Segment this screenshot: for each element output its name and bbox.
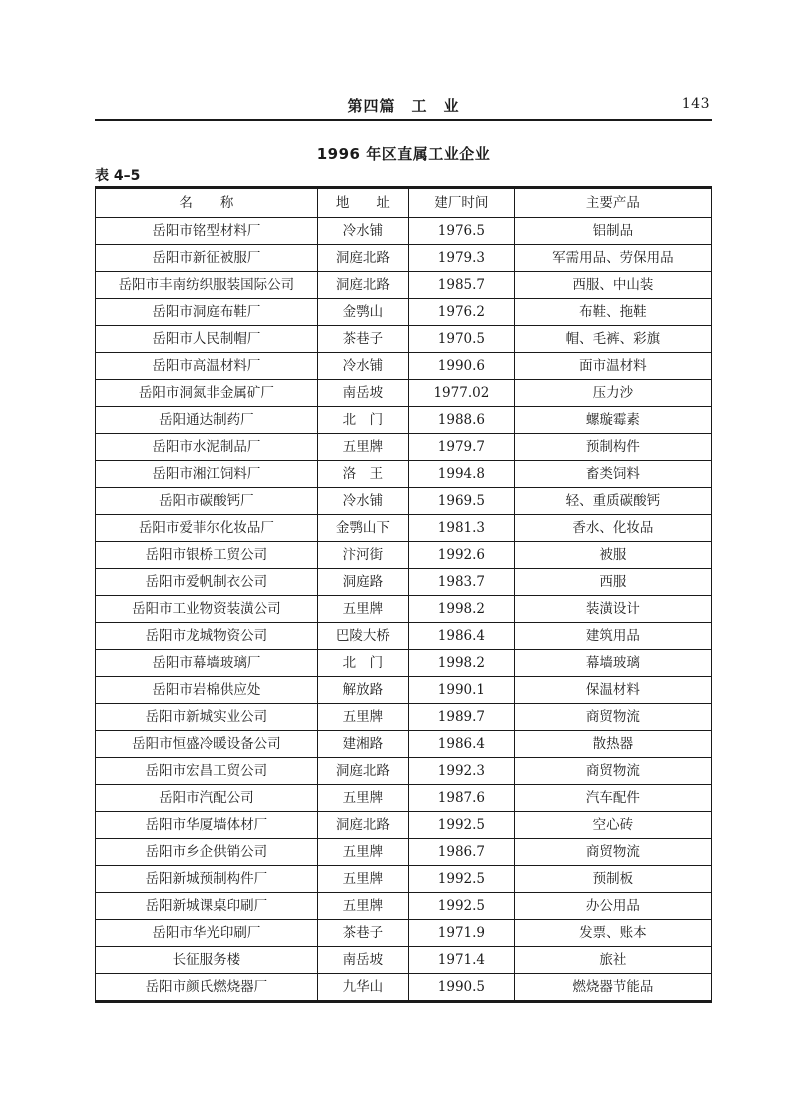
name-cell: 岳阳市人民制帽厂 [96,326,318,353]
table-row [96,812,712,839]
name-cell: 岳阳市颜氏燃烧器厂 [96,974,318,1002]
name-cell: 岳阳市龙城物资公司 [96,623,318,650]
table-row [96,623,712,650]
products-cell: 散热器 [514,731,711,758]
table-row [96,299,712,326]
name-cell: 岳阳市新征被服厂 [96,245,318,272]
table-row [96,461,712,488]
table-title: 1996 年区直属工业企业 [316,145,491,163]
address-cell: 洞庭北路 [317,245,408,272]
name-cell: 岳阳市丰南纺织服装国际公司 [96,272,318,299]
table-row [96,326,712,353]
address-cell: 解放路 [317,677,408,704]
table-row [96,434,712,461]
founded-header-cell: 建厂时间 [408,188,514,218]
name-cell: 岳阳市岩棉供应处 [96,677,318,704]
products-cell: 轻、重质碳酸钙 [514,488,711,515]
name-cell: 岳阳市幕墙玻璃厂 [96,650,318,677]
table-row [96,947,712,974]
name-cell: 岳阳市爱帆制衣公司 [96,569,318,596]
products-cell: 旅社 [514,947,711,974]
founded-cell: 1986.4 [408,623,514,650]
products-cell: 保温材料 [514,677,711,704]
founded-cell: 1986.7 [408,839,514,866]
founded-cell: 1985.7 [408,272,514,299]
name-cell: 岳阳市爱菲尔化妆品厂 [96,515,318,542]
address-cell: 五里牌 [317,785,408,812]
name-cell: 岳阳新城课桌印刷厂 [96,893,318,920]
address-cell: 金鹗山下 [317,515,408,542]
table-row [96,245,712,272]
table-header-row [96,188,712,218]
name-cell: 岳阳市宏昌工贸公司 [96,758,318,785]
table-row [96,353,712,380]
address-cell: 南岳坡 [317,947,408,974]
products-cell: 空心砖 [514,812,711,839]
running-head [95,95,712,117]
products-cell: 燃烧器节能品 [514,974,711,1002]
name-cell: 岳阳市洞庭布鞋厂 [96,299,318,326]
name-cell: 岳阳市汽配公司 [96,785,318,812]
founded-cell: 1970.5 [408,326,514,353]
name-cell: 岳阳市水泥制品厂 [96,434,318,461]
founded-cell: 1986.4 [408,731,514,758]
founded-cell: 1990.1 [408,677,514,704]
table-body [96,218,712,1002]
name-cell: 岳阳市新城实业公司 [96,704,318,731]
address-cell: 冷水铺 [317,353,408,380]
products-cell: 装潢设计 [514,596,711,623]
founded-cell: 1979.7 [408,434,514,461]
founded-cell: 1988.6 [408,407,514,434]
name-header-cell: 名 称 [96,188,318,218]
table-row [96,272,712,299]
table-row [96,650,712,677]
founded-cell: 1983.7 [408,569,514,596]
products-cell: 铝制品 [514,218,711,245]
products-cell: 汽车配件 [514,785,711,812]
name-cell: 岳阳通达制药厂 [96,407,318,434]
founded-cell: 1992.5 [408,893,514,920]
table-row [96,893,712,920]
name-cell: 长征服务楼 [96,947,318,974]
products-cell: 商贸物流 [514,758,711,785]
name-cell: 岳阳市恒盛冷暖设备公司 [96,731,318,758]
name-cell: 岳阳市华厦墙体材厂 [96,812,318,839]
founded-cell: 1971.4 [408,947,514,974]
address-cell: 茶巷子 [317,326,408,353]
name-cell: 岳阳市铭型材料厂 [96,218,318,245]
table-row [96,758,712,785]
founded-cell: 1990.5 [408,974,514,1002]
address-cell: 五里牌 [317,866,408,893]
founded-cell: 1977.02 [408,380,514,407]
address-cell: 五里牌 [317,704,408,731]
founded-cell: 1976.5 [408,218,514,245]
founded-cell: 1994.8 [408,461,514,488]
products-cell: 螺璇霉素 [514,407,711,434]
address-cell: 五里牌 [317,893,408,920]
founded-cell: 1998.2 [408,596,514,623]
founded-cell: 1989.7 [408,704,514,731]
name-cell: 岳阳市碳酸钙厂 [96,488,318,515]
header-rule [95,119,712,121]
founded-cell: 1990.6 [408,353,514,380]
address-cell: 洞庭北路 [317,758,408,785]
table-label: 表 4–5 [95,168,141,184]
products-cell: 西服 [514,569,711,596]
table-row [96,704,712,731]
products-cell: 香水、化妆品 [514,515,711,542]
table-row [96,677,712,704]
table-row [96,596,712,623]
address-cell: 巴陵大桥 [317,623,408,650]
founded-cell: 1971.9 [408,920,514,947]
table-row [96,731,712,758]
table-row [96,407,712,434]
table-row [96,839,712,866]
founded-cell: 1979.3 [408,245,514,272]
address-cell: 茶巷子 [317,920,408,947]
name-cell: 岳阳新城预制构件厂 [96,866,318,893]
table-row [96,974,712,1002]
founded-cell: 1992.6 [408,542,514,569]
address-cell: 冷水铺 [317,488,408,515]
products-cell: 布鞋、拖鞋 [514,299,711,326]
products-cell: 西服、中山装 [514,272,711,299]
address-cell: 北 门 [317,650,408,677]
address-cell: 汴河街 [317,542,408,569]
section-title: 第四篇 工 业 [347,97,460,115]
products-cell: 发票、账本 [514,920,711,947]
name-cell: 岳阳市湘江饲料厂 [96,461,318,488]
products-cell: 商贸物流 [514,839,711,866]
name-cell: 岳阳市乡企供销公司 [96,839,318,866]
products-header-cell: 主要产品 [514,188,711,218]
founded-cell: 1969.5 [408,488,514,515]
products-cell: 办公用品 [514,893,711,920]
address-cell: 建湘路 [317,731,408,758]
name-cell: 岳阳市银桥工贸公司 [96,542,318,569]
address-cell: 洞庭北路 [317,272,408,299]
address-cell: 南岳坡 [317,380,408,407]
founded-cell: 1992.3 [408,758,514,785]
address-cell: 五里牌 [317,839,408,866]
products-cell: 建筑用品 [514,623,711,650]
founded-cell: 1976.2 [408,299,514,326]
founded-cell: 1992.5 [408,866,514,893]
name-cell: 岳阳市洞氮非金属矿厂 [96,380,318,407]
founded-cell: 1992.5 [408,812,514,839]
address-header-cell: 地 址 [317,188,408,218]
table-row [96,569,712,596]
address-cell: 五里牌 [317,434,408,461]
address-cell: 北 门 [317,407,408,434]
founded-cell: 1987.6 [408,785,514,812]
products-cell: 幕墙玻璃 [514,650,711,677]
page-number: 143 [681,96,710,112]
founded-cell: 1981.3 [408,515,514,542]
table-row [96,542,712,569]
name-cell: 岳阳市华光印刷厂 [96,920,318,947]
name-cell: 岳阳市工业物资装潢公司 [96,596,318,623]
products-cell: 商贸物流 [514,704,711,731]
address-cell: 金鹗山 [317,299,408,326]
table-row [96,488,712,515]
table-row [96,218,712,245]
column-header-row [96,188,712,218]
address-cell: 五里牌 [317,596,408,623]
address-cell: 洞庭北路 [317,812,408,839]
name-cell: 岳阳市高温材料厂 [96,353,318,380]
products-cell: 预制构件 [514,434,711,461]
enterprise-table [95,186,712,1003]
products-cell: 压力沙 [514,380,711,407]
address-cell: 洛 王 [317,461,408,488]
table-row [96,920,712,947]
products-cell: 帽、毛裤、彩旗 [514,326,711,353]
address-cell: 洞庭路 [317,569,408,596]
products-cell: 预制板 [514,866,711,893]
table-row [96,785,712,812]
table-row [96,380,712,407]
table-row [96,515,712,542]
products-cell: 被服 [514,542,711,569]
table-row [96,866,712,893]
products-cell: 面市温材料 [514,353,711,380]
address-cell: 冷水铺 [317,218,408,245]
founded-cell: 1998.2 [408,650,514,677]
address-cell: 九华山 [317,974,408,1002]
products-cell: 畜类饲料 [514,461,711,488]
products-cell: 军需用品、劳保用品 [514,245,711,272]
